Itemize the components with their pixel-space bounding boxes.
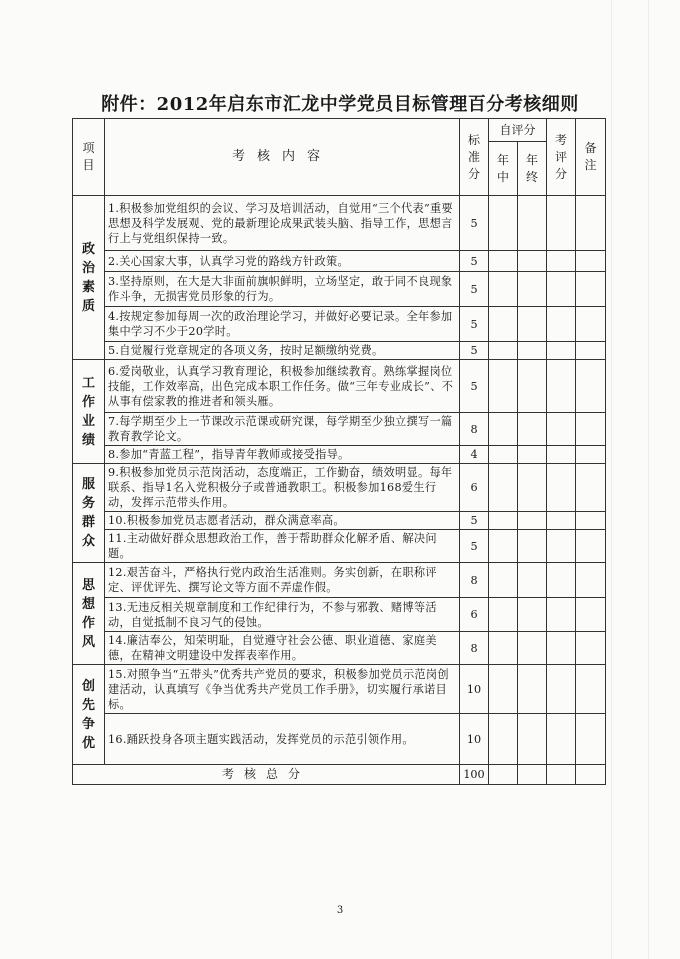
header-review-score: 考评分 <box>547 119 576 196</box>
header-mid-year: 年中 <box>489 142 518 196</box>
standard-score: 6 <box>460 598 489 632</box>
note-cell[interactable] <box>576 563 606 598</box>
year-end-score-cell[interactable] <box>518 272 547 307</box>
year-end-score-cell[interactable] <box>518 413 547 446</box>
year-end-score-cell[interactable] <box>518 342 547 360</box>
table-row <box>73 512 606 530</box>
header-note: 备注 <box>576 119 606 196</box>
standard-score: 8 <box>460 563 489 598</box>
criterion-text: 14.廉洁奉公，知荣明耻，自觉遵守社会公德、职业道德、家庭美德，在精神文明建设中发挥表率作用。 <box>105 632 460 665</box>
table-row <box>73 665 606 714</box>
year-end-score-cell[interactable] <box>518 598 547 632</box>
criterion-text: 8.参加“青蓝工程”，指导青年教师或接受指导。 <box>105 446 460 464</box>
year-end-score-cell[interactable] <box>518 307 547 342</box>
note-cell[interactable] <box>576 413 606 446</box>
standard-score: 5 <box>460 342 489 360</box>
criterion-text: 10.积极参加党员志愿者活动，群众满意率高。 <box>105 512 460 530</box>
year-end-score-cell[interactable] <box>518 196 547 251</box>
review-score-cell[interactable] <box>547 342 576 360</box>
mid-year-score-cell[interactable] <box>489 196 518 251</box>
year-end-score-cell[interactable] <box>518 563 547 598</box>
total-year-end-cell[interactable] <box>518 765 547 785</box>
mid-year-score-cell[interactable] <box>489 464 518 512</box>
review-score-cell[interactable] <box>547 251 576 272</box>
standard-score: 5 <box>460 512 489 530</box>
note-cell[interactable] <box>576 446 606 464</box>
review-score-cell[interactable] <box>547 598 576 632</box>
header-item: 项目 <box>73 119 105 196</box>
mid-year-score-cell[interactable] <box>489 307 518 342</box>
note-cell[interactable] <box>576 342 606 360</box>
note-cell[interactable] <box>576 464 606 512</box>
table-row <box>73 251 606 272</box>
standard-score: 5 <box>460 251 489 272</box>
table-row <box>73 714 606 765</box>
mid-year-score-cell[interactable] <box>489 598 518 632</box>
mid-year-score-cell[interactable] <box>489 714 518 765</box>
standard-score: 5 <box>460 530 489 563</box>
standard-score: 10 <box>460 714 489 765</box>
total-label: 考核总分 <box>73 765 460 785</box>
criterion-text: 5.自觉履行党章规定的各项义务，按时足额缴纳党费。 <box>105 342 460 360</box>
table-row <box>73 413 606 446</box>
mid-year-score-cell[interactable] <box>489 665 518 714</box>
total-mid-year-cell[interactable] <box>489 765 518 785</box>
total-score: 100 <box>460 765 489 785</box>
mid-year-score-cell[interactable] <box>489 446 518 464</box>
header-standard-score: 标准分 <box>460 119 489 196</box>
note-cell[interactable] <box>576 530 606 563</box>
year-end-score-cell[interactable] <box>518 446 547 464</box>
mid-year-score-cell[interactable] <box>489 272 518 307</box>
standard-score: 8 <box>460 632 489 665</box>
note-cell[interactable] <box>576 632 606 665</box>
standard-score: 6 <box>460 464 489 512</box>
note-cell[interactable] <box>576 307 606 342</box>
mid-year-score-cell[interactable] <box>489 342 518 360</box>
category-cell: 创先争优 <box>73 665 105 765</box>
note-cell[interactable] <box>576 665 606 714</box>
standard-score: 4 <box>460 446 489 464</box>
review-score-cell[interactable] <box>547 530 576 563</box>
mid-year-score-cell[interactable] <box>489 512 518 530</box>
mid-year-score-cell[interactable] <box>489 251 518 272</box>
year-end-score-cell[interactable] <box>518 251 547 272</box>
note-cell[interactable] <box>576 272 606 307</box>
criterion-text: 6.爱岗敬业，认真学习教育理论，积极参加继续教育。熟练掌握岗位技能，工作效率高，出色完成本职工作任务。做“三年专业成长”、不从事有偿家教的推进者和领头雁。 <box>105 360 460 413</box>
criterion-text: 11.主动做好群众思想政治工作，善于帮助群众化解矛盾、解决问题。 <box>105 530 460 563</box>
assessment-table <box>72 118 606 785</box>
year-end-score-cell[interactable] <box>518 512 547 530</box>
review-score-cell[interactable] <box>547 196 576 251</box>
table-row <box>73 446 606 464</box>
year-end-score-cell[interactable] <box>518 530 547 563</box>
review-score-cell[interactable] <box>547 446 576 464</box>
note-cell[interactable] <box>576 598 606 632</box>
mid-year-score-cell[interactable] <box>489 413 518 446</box>
criterion-text: 2.关心国家大事，认真学习党的路线方针政策。 <box>105 251 460 272</box>
review-score-cell[interactable] <box>547 307 576 342</box>
standard-score: 5 <box>460 307 489 342</box>
criterion-text: 1.积极参加党组织的会议、学习及培训活动，自觉用“三个代表”重要思想及科学发展观、党的最新理论成果武装头脑、指导工作，思想言行上与党组织保持一致。 <box>105 196 460 251</box>
category-cell: 政治素质 <box>73 196 105 360</box>
review-score-cell[interactable] <box>547 512 576 530</box>
header-content: 考核内容 <box>105 119 460 196</box>
header-year-end: 年终 <box>518 142 547 196</box>
year-end-score-cell[interactable] <box>518 714 547 765</box>
table-row <box>73 342 606 360</box>
document-title: 附件：2012年启东市汇龙中学党员目标管理百分考核细则 <box>101 94 579 115</box>
review-score-cell[interactable] <box>547 360 576 413</box>
criterion-text: 13.无违反相关规章制度和工作纪律行为，不参与邪教、赌博等活动，自觉抵制不良习气的侵蚀。 <box>105 598 460 632</box>
criterion-text: 3.坚持原则，在大是大非面前旗帜鲜明，立场坚定，敢于同不良现象作斗争，无损害党员形象的行为。 <box>105 272 460 307</box>
table-row <box>73 464 606 512</box>
category-cell: 服务群众 <box>73 464 105 563</box>
criterion-text: 4.按规定参加每周一次的政治理论学习，并做好必要记录。全年参加集中学习不少于20学时。 <box>105 307 460 342</box>
review-score-cell[interactable] <box>547 563 576 598</box>
criterion-text: 9.积极参加党员示范岗活动，态度端正，工作勤奋，绩效明显。每年联系、指导1名入党积极分子或普通教职工。积极参加168爱生行动，发挥示范带头作用。 <box>105 464 460 512</box>
category-cell: 思想作风 <box>73 563 105 665</box>
table-row <box>73 598 606 632</box>
year-end-score-cell[interactable] <box>518 360 547 413</box>
review-score-cell[interactable] <box>547 632 576 665</box>
mid-year-score-cell[interactable] <box>489 563 518 598</box>
criterion-text: 12.艰苦奋斗，严格执行党内政治生活准则。务实创新，在职称评定、评优评先、撰写论文等方面不弄虚作假。 <box>105 563 460 598</box>
table-row <box>73 307 606 342</box>
total-review-cell[interactable] <box>547 765 576 785</box>
table-row <box>73 563 606 598</box>
mid-year-score-cell[interactable] <box>489 360 518 413</box>
mid-year-score-cell[interactable] <box>489 530 518 563</box>
total-row <box>73 765 606 785</box>
review-score-cell[interactable] <box>547 413 576 446</box>
header-self-eval: 自评分 <box>489 119 547 142</box>
standard-score: 5 <box>460 360 489 413</box>
review-score-cell[interactable] <box>547 714 576 765</box>
year-end-score-cell[interactable] <box>518 665 547 714</box>
table-row <box>73 632 606 665</box>
criterion-text: 15.对照争当“五带头”优秀共产党员的要求，积极参加党员示范岗创建活动，认真填写《争当优秀共产党员工作手册》，切实履行承诺目标。 <box>105 665 460 714</box>
standard-score: 5 <box>460 272 489 307</box>
category-cell: 工作业绩 <box>73 360 105 464</box>
note-cell[interactable] <box>576 714 606 765</box>
standard-score: 10 <box>460 665 489 714</box>
mid-year-score-cell[interactable] <box>489 632 518 665</box>
table-row <box>73 360 606 413</box>
standard-score: 5 <box>460 196 489 251</box>
review-score-cell[interactable] <box>547 665 576 714</box>
note-cell[interactable] <box>576 360 606 413</box>
review-score-cell[interactable] <box>547 272 576 307</box>
note-cell[interactable] <box>576 251 606 272</box>
table-row <box>73 530 606 563</box>
table-row <box>73 196 606 251</box>
review-score-cell[interactable] <box>547 464 576 512</box>
year-end-score-cell[interactable] <box>518 464 547 512</box>
table-row <box>73 272 606 307</box>
page-number: 3 <box>336 905 344 916</box>
standard-score: 8 <box>460 413 489 446</box>
note-cell[interactable] <box>576 196 606 251</box>
total-note-cell[interactable] <box>576 765 606 785</box>
note-cell[interactable] <box>576 512 606 530</box>
year-end-score-cell[interactable] <box>518 632 547 665</box>
criterion-text: 16.踊跃投身各项主题实践活动，发挥党员的示范引领作用。 <box>105 714 460 765</box>
criterion-text: 7.每学期至少上一节课改示范课或研究课，每学期至少独立撰写一篇教育教学论文。 <box>105 413 460 446</box>
